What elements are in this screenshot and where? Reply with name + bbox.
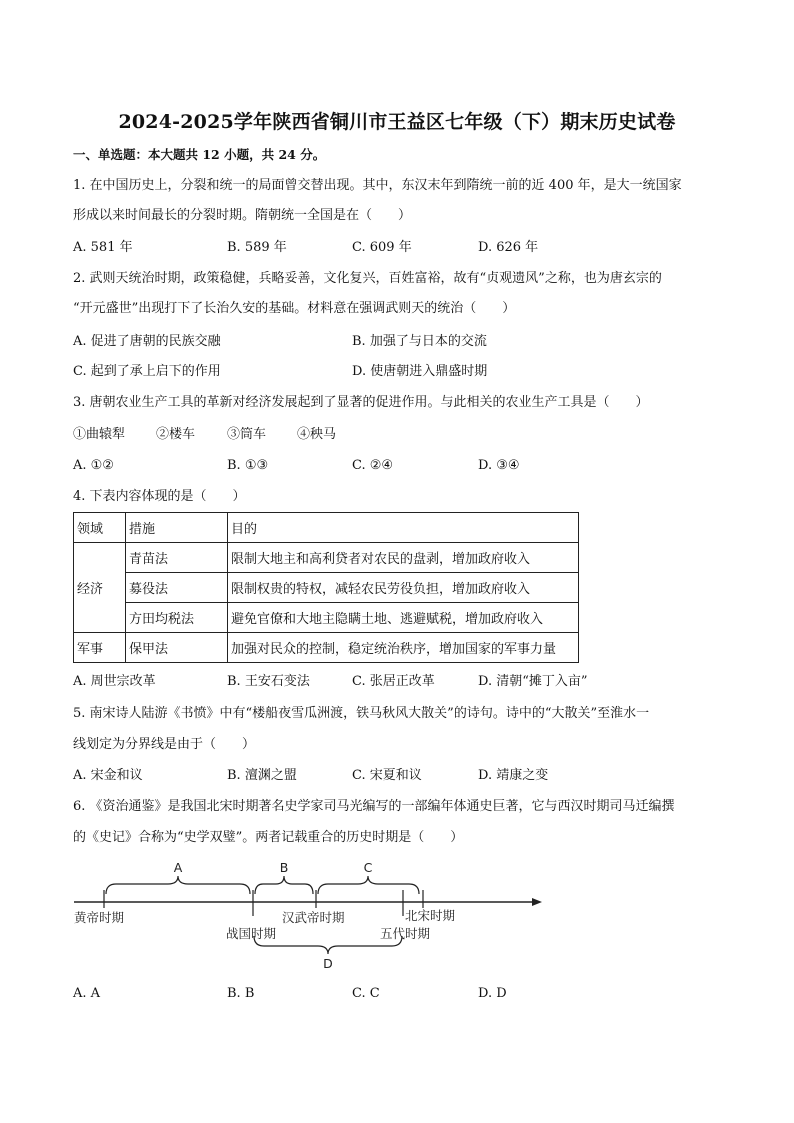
q1-option-d[interactable]: D. 626 年 — [478, 240, 539, 255]
label-d: D — [323, 956, 333, 971]
q2-stem-line2: “开元盛世”出现打下了长治久安的基础。材料意在强调武则天的统治（ ） — [73, 301, 516, 316]
timeline-arrowhead — [532, 898, 542, 906]
q5-option-b[interactable]: B. 澶渊之盟 — [227, 768, 297, 783]
table-group-cell: 经济 — [74, 543, 126, 633]
brace-b — [255, 876, 313, 894]
q2-option-b[interactable]: B. 加强了与日本的交流 — [352, 334, 487, 349]
table-row — [74, 633, 579, 663]
table-row — [74, 603, 579, 633]
q6-stem-line2: 的《史记》合称为“史学双璧”。两者记载重合的历史时期是（ ） — [73, 830, 464, 845]
q1-option-b[interactable]: B. 589 年 — [227, 240, 287, 255]
label-hanwudi: 汉武帝时期 — [282, 910, 345, 925]
table-row — [74, 573, 579, 603]
q4-option-c[interactable]: C. 张居正改革 — [352, 674, 435, 689]
q2-stem-line1: 2. 武则天统治时期，政策稳健，兵略妥善，文化复兴，百姓富裕，故有“贞观遗风”之称，也为唐玄宗的 — [73, 271, 662, 286]
table-cell: 限制权贵的特权，减轻农民劳役负担，增加政府收入 — [228, 573, 579, 603]
q2-option-d[interactable]: D. 使唐朝进入鼎盛时期 — [352, 364, 488, 379]
label-wudai: 五代时期 — [380, 926, 431, 941]
q5-stem-line2: 线划定为分界线是由于（ ） — [73, 737, 256, 752]
q1-stem-line2: 形成以来时间最长的分裂时期。隋朝统一全国是在（ ） — [73, 208, 412, 223]
table-cell: 加强对民众的控制，稳定统治秩序，增加国家的军事力量 — [228, 633, 579, 663]
q4-stem: 4. 下表内容体现的是（ ） — [73, 489, 246, 504]
table-row — [74, 543, 579, 573]
q4-table — [73, 512, 579, 663]
q1-stem-line1: 1. 在中国历史上，分裂和统一的局面曾交替出现。其中，东汉末年到隋统一前的近 400 年，是大一统国家 — [73, 178, 682, 193]
q6-option-b[interactable]: B. B — [227, 986, 255, 1001]
q3-option-c[interactable]: C. ②④ — [352, 458, 394, 473]
table-header-cell: 领域 — [74, 513, 126, 543]
q3-option-b[interactable]: B. ①③ — [227, 458, 269, 473]
label-huangdi: 黄帝时期 — [74, 910, 125, 925]
exam-title: 2024-2025学年陕西省铜川市王益区七年级（下）期末历史试卷 — [118, 111, 676, 133]
q2-option-c[interactable]: C. 起到了承上启下的作用 — [73, 364, 221, 379]
table-cell: 避免官僚和大地主隐瞒土地、逃避赋税，增加政府收入 — [228, 603, 579, 633]
q6-timeline-diagram — [70, 856, 550, 976]
q3-item-4: ④秧马 — [297, 427, 337, 442]
q6-option-d[interactable]: D. D — [478, 986, 507, 1001]
table-header-cell: 目的 — [228, 513, 579, 543]
table-header-row — [74, 513, 579, 543]
q3-option-d[interactable]: D. ③④ — [478, 458, 520, 473]
q5-stem-line1: 5. 南宋诗人陆游《书愤》中有“楼船夜雪瓜洲渡，铁马秋风大散关”的诗句。诗中的“大散关”至淮水一 — [73, 706, 650, 721]
q3-item-2: ②楼车 — [156, 427, 196, 442]
q3-item-3: ③筒车 — [227, 427, 267, 442]
brace-a — [106, 876, 250, 894]
table-cell: 募役法 — [126, 573, 228, 603]
q3-item-1: ①曲辕犁 — [73, 427, 126, 442]
table-cell: 限制大地主和高利贷者对农民的盘剥，增加政府收入 — [228, 543, 579, 573]
section-heading: 一、单选题：本大题共 12 小题，共 24 分。 — [73, 147, 326, 162]
table-cell: 保甲法 — [126, 633, 228, 663]
q4-option-a[interactable]: A. 周世宗改革 — [73, 674, 156, 689]
label-a: A — [173, 860, 183, 875]
brace-c — [318, 876, 419, 894]
label-c: C — [363, 860, 373, 875]
q3-option-a[interactable]: A. ①② — [73, 458, 114, 473]
q6-option-c[interactable]: C. C — [352, 986, 380, 1001]
table-group-cell: 军事 — [74, 633, 126, 663]
q2-option-a[interactable]: A. 促进了唐朝的民族交融 — [73, 334, 221, 349]
table-cell: 青苗法 — [126, 543, 228, 573]
q6-stem-line1: 6. 《资治通鉴》是我国北宋时期著名史学家司马光编写的一部编年体通史巨著，它与西汉时期司马迁编撰 — [73, 799, 675, 814]
q1-option-c[interactable]: C. 609 年 — [352, 240, 412, 255]
label-beisong: 北宋时期 — [405, 908, 456, 923]
q5-option-d[interactable]: D. 靖康之变 — [478, 768, 549, 783]
label-b: B — [279, 860, 289, 875]
table-header-cell: 措施 — [126, 513, 228, 543]
q5-option-a[interactable]: A. 宋金和议 — [73, 768, 143, 783]
table-cell: 方田均税法 — [126, 603, 228, 633]
q1-option-a[interactable]: A. 581 年 — [73, 240, 133, 255]
q6-option-a[interactable]: A. A — [73, 986, 101, 1001]
label-zhanguo: 战国时期 — [226, 926, 277, 941]
q5-option-c[interactable]: C. 宋夏和议 — [352, 768, 422, 783]
q4-option-b[interactable]: B. 王安石变法 — [227, 674, 310, 689]
q3-stem: 3. 唐朝农业生产工具的革新对经济发展起到了显著的促进作用。与此相关的农业生产工具是（ ） — [73, 395, 649, 410]
q4-option-d[interactable]: D. 清朝“摊丁入亩” — [478, 674, 588, 689]
